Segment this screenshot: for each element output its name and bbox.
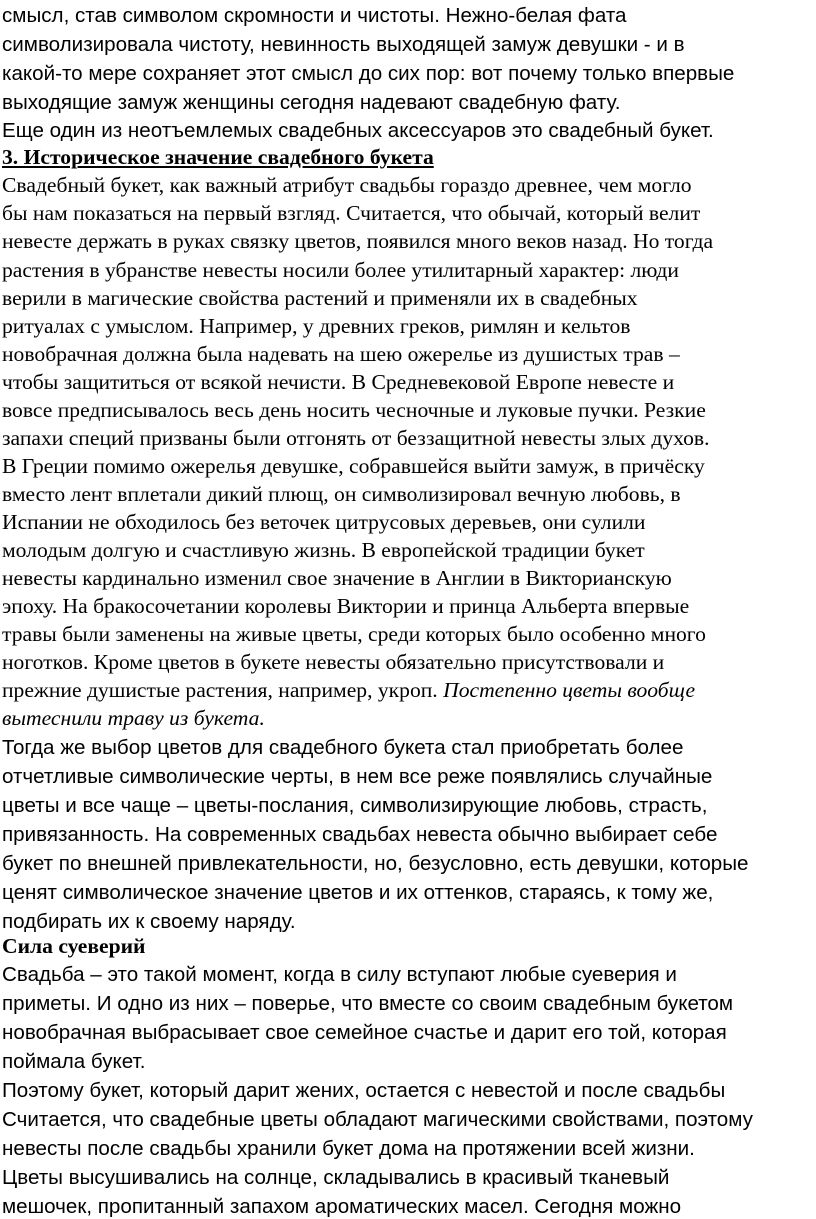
text-line: эпоху. На бракосочетании королевы Виктории и принца Альберта впервые [2,594,690,618]
text-line: привязанность. На современных свадьбах невеста обычно выбирает себе [2,823,718,846]
text-line: бы нам показаться на первый взгляд. Считается, что обычай, который велит [2,201,701,225]
text-line: невесте держать в руках связку цветов, появился много веков назад. Но тогда [2,229,714,253]
text-line: верили в магические свойства растений и применяли их в свадебных [2,286,638,310]
text-line: приметы. И одно из них – поверье, что вместе со своим свадебным букетом [2,992,734,1015]
text-line: молодым долгую и счастливую жизнь. В европейской традиции букет [2,538,645,562]
text-line: невесты после свадьбы хранили букет дома на протяжении всей жизни. [2,1137,695,1160]
text-line: подбирать их к своему наряду. [2,910,296,933]
text-line: выходящие замуж женщины сегодня надевают свадебную фату. [2,91,621,114]
italic-text-line: вытеснили траву из букета. [2,706,265,730]
text-line: смысл, став символом скромности и чистоты. Нежно-белая фата [2,4,627,27]
text-line: вместо лент вплетали дикий плющ, он символизировал вечную любовь, в [2,482,681,506]
text-line: травы были заменены на живые цветы, среди которых было особенно много [2,622,706,646]
text-line: невесты кардинально изменил свое значение в Англии в Викторианскую [2,566,672,590]
text-line: Свадьба – это такой момент, когда в силу вступают любые суеверия и [2,963,677,986]
text-line: Считается, что свадебные цветы обладают магическими свойствами, поэтому [2,1108,753,1131]
text-line: поймала букет. [2,1050,146,1073]
text-line: отчетливые символические черты, в нем все реже появлялись случайные [2,765,713,788]
text-line: новобрачная должна была надевать на шею ожерелье из душистых трав – [2,342,680,366]
text-line: Еще один из неотъемлемых свадебных аксессуаров это свадебный букет. [2,119,714,142]
text-line: Тогда же выбор цветов для свадебного букета стал приобретать более [2,736,684,759]
text-line: цветы и все чаще – цветы-послания, символизирующие любовь, страсть, [2,794,708,817]
section-heading: Сила суеверий [2,934,146,958]
text-line: букет по внешней привлекательности, но, безусловно, есть девушки, которые [2,852,749,875]
text-line: В Греции помимо ожерелья девушке, собравшейся выйти замуж, в причёску [2,454,705,478]
text-line: мешочек, пропитанный запахом ароматических масел. Сегодня можно [2,1195,682,1218]
text-line: символизировала чистоту, невинность выходящей замуж девушки - и в [2,33,685,56]
text-line: растения в убранстве невесты носили более утилитарный характер: люди [2,258,679,282]
text-line: какой-то мере сохраняет этот смысл до сих пор: вот почему только впервые [2,62,735,85]
text-line: Цветы высушивались на солнце, складывались в красивый тканевый [2,1166,670,1189]
italic-text-span: Постепенно цветы вообще [443,678,696,702]
text-line: Свадебный букет, как важный атрибут свадьбы гораздо древнее, чем могло [2,173,692,197]
text-line: ноготков. Кроме цветов в букете невесты обязательно присутствовали и [2,650,665,674]
text-line: ценят символическое значение цветов и их оттенков, стараясь, к тому же, [2,881,714,904]
text-line: Испании не обходилось без веточек цитрусовых деревьев, они сулили [2,510,646,534]
text-line: вовсе предписывалось весь день носить чесночные и луковые пучки. Резкие [2,398,706,422]
text-line: Поэтому букет, который дарит жених, остается с невестой и после свадьбы [2,1079,726,1102]
text-line: запахи специй призваны были отгонять от беззащитной невесты злых духов. [2,426,710,450]
text-line: ритуалах с умыслом. Например, у древних греков, римлян и кельтов [2,314,631,338]
text-line: чтобы защититься от всякой нечисти. В Средневековой Европе невесте и [2,370,675,394]
text-line: новобрачная выбрасывает свое семейное счастье и дарит его той, которая [2,1021,727,1044]
text-line-mixed [2,676,695,705]
section-heading: 3. Историческое значение свадебного букета [2,145,434,169]
text-span: прежние душистые растения, например, укроп. [2,678,444,702]
